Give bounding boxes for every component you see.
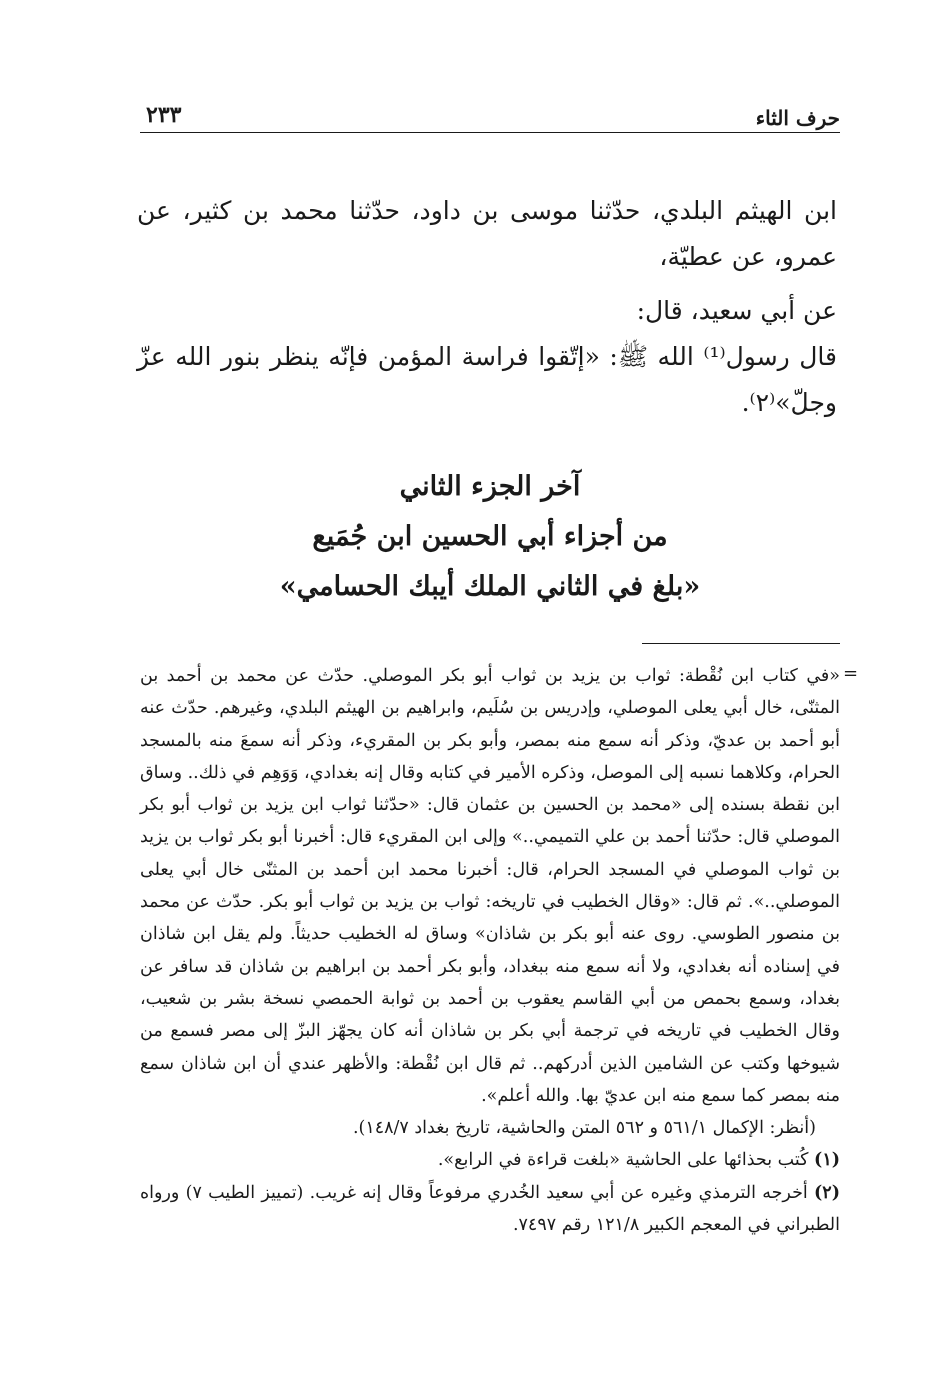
colophon-line-1: آخر الجزء الثاني	[399, 471, 581, 502]
footnote-1-number: (١)	[814, 1150, 840, 1171]
main-text	[137, 188, 837, 426]
main-paragraph-3: قال رسول⁽¹⁾ الله ﷺ: «إتّقوا فراسة المؤمن فإنّه ينظر بنور الله عزّ وجلّ»⁽٢⁾.	[137, 342, 837, 417]
running-header	[140, 96, 840, 133]
footnote-1-text: كُتب بحذائها على الحاشية «بلغت قراءة في الرابع».	[437, 1150, 809, 1171]
page-number: ٢٣٣	[146, 102, 182, 128]
footnote-2-text: أخرجه الترمذي وغيره عن أبي سعيد الخُدري مرفوعاً وقال إنه غريب. (تمييز الطيب ٧) ورواه الطبراني في المعجم الكبير ١٢١/٨ رقم ٧٤٩٧.	[140, 1182, 840, 1236]
colophon-line-2: من أجزاء أبي الحسين ابن جُمَيع	[312, 521, 668, 552]
colophon-line-3: «بلغ في الثاني الملك أيبك الحسامي»	[279, 571, 701, 602]
footnote-divider	[642, 643, 840, 644]
footnote-continuation-mark: =	[843, 663, 859, 684]
main-paragraph-1: ابن الهيثم البلدي، حدّثنا موسى بن داود، حدّثنا محمد بن كثير، عن عمرو، عن عطيّة،	[137, 196, 837, 271]
chapter-title: حرف الثاء	[755, 106, 840, 130]
footnotes	[140, 660, 840, 1241]
footnote-reference: (أنظر: الإكمال ٥٦١/١ و ٥٦٢ المتن والحاشية، تاريخ بغداد ١٤٨/٧).	[352, 1118, 816, 1139]
footnote-continued-text: «في كتاب ابن نُقْطة: ثواب بن يزيد بن ثواب أبو بكر الموصلي. حدّث عن محمد بن أحمد بن المثنّى، خال أبي يعلى الموصلي، وإدريس بن سُلَيم، وابراهيم بن الهيثم البلدي، وغيرهم. حدّث عنه أبو أحمد بن عديّ، وذكر أنه سمع منه بمصر، وأبو بكر بن المقريء، وذكر أنه سمعَ منه بالمسجد الحرام، وكلاهما نسبه إلى الموصل، وذكره الأمير في كتابه وقال إنه بغدادي، وَوَهِم في ذلك.. وساق ابن نقطة بسنده إلى «محمد بن الحسين بن عثمان قال: «حدّثنا ثواب ابن يزيد بن ثواب أبو بكر الموصلي قال: حدّثنا أحمد بن علي التميمي..» وإلى ابن المقريء قال: أخبرنا أبو بكر ثواب بن يزيد بن ثواب الموصلي في المسجد الحرام، قال: أخبرنا محمد ابن أحمد بن المثنّى خال أبي يعلى الموصلي..». ثم قال: «وقال الخطيب في تاريخه: ثواب بن يزيد بن ثواب أبو بكر. حدّث عن محمد بن منصور الطوسي. روى عنه أبو بكر بن شاذان» وساق له الخطيب حديثاً. ولم يقل ابن شاذان في إسناده أنه بغدادي، ولا أنه سمع منه ببغداد، وأبو بكر أحمد بن ابراهيم بن شاذان قد سافر عن بغداد، وسمع بحمص من أبي القاسم يعقوب بن أحمد بن ثوابة الحمصي نسخة بشر بن شعيب، وقال الخطيب في تاريخه في ترجمة أبي بكر بن شاذان أنه كان يجهّز البزّ إلى مصر فسمع من شيوخها وكتب عن الشامين الذين أدركهم.. ثم قال ابن نُقْطة: والأظهر عندي أن ابن شاذان سمع منه بمصر كما سمع منه ابن عديّ بها. والله أعلم».	[140, 666, 840, 1106]
footnote-2-number: (٢)	[814, 1182, 840, 1203]
colophon	[140, 462, 840, 612]
main-paragraph-2: عن أبي سعيد، قال:	[636, 296, 837, 325]
footnote-1	[140, 1144, 840, 1176]
footnote-2	[140, 1177, 840, 1242]
